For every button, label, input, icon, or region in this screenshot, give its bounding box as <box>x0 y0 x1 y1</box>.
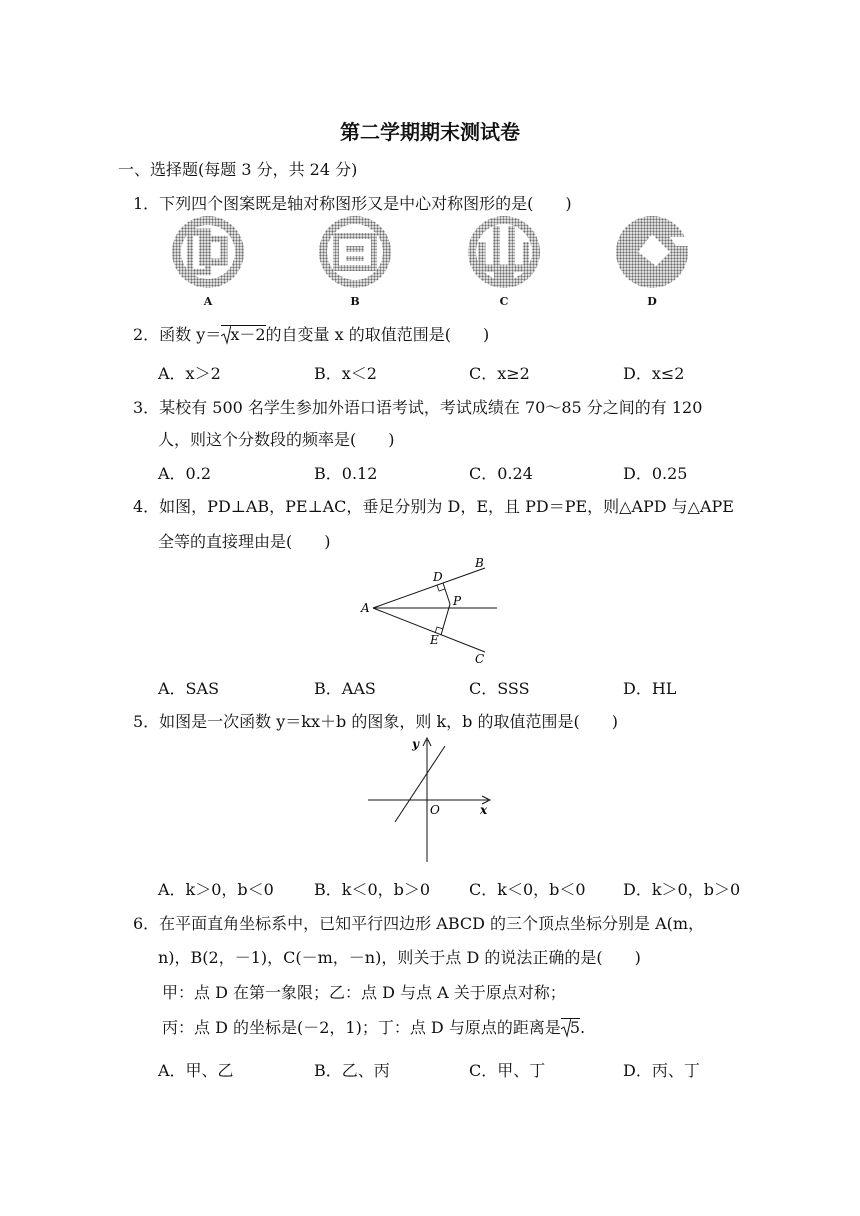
logo-b-icon <box>319 216 391 288</box>
logo-d-icon <box>616 216 690 288</box>
q4-option-a: A．SAS <box>158 679 220 698</box>
q3-option-a: A．0.2 <box>158 464 212 483</box>
question-4-line-1: 4．如图，PD⊥AB，PE⊥AC，垂足分别为 D，E，且 PD＝PE，则△APD 与△APE <box>133 497 734 516</box>
label-x: x <box>480 803 488 817</box>
radical-sign-icon <box>561 1018 571 1038</box>
label-p: P <box>453 594 462 608</box>
q2-option-b: B．x＜2 <box>314 364 377 383</box>
label-c: C <box>475 652 485 666</box>
q3-option-c: C．0.24 <box>469 464 533 483</box>
question-3-line-1: 3．某校有 500 名学生参加外语口语考试，考试成绩在 70～85 分之间的有 120 <box>133 398 703 417</box>
q4-option-b: B．AAS <box>314 679 376 698</box>
q4-geometry-figure <box>355 552 515 672</box>
q6-option-d: D．丙、丁 <box>623 1061 700 1080</box>
question-3-line-2: 人，则这个分数段的频率是( ) <box>158 430 395 449</box>
q4-option-d: D．HL <box>623 679 677 698</box>
q2-radical <box>221 325 265 343</box>
q1-figure <box>160 212 720 302</box>
question-2-stem <box>133 322 489 345</box>
q4-option-c: C．SSS <box>469 679 530 698</box>
q6-radical <box>561 1018 580 1036</box>
q5-option-d: D．k＞0，b＞0 <box>623 880 741 899</box>
q2-radicand: x－2 <box>230 325 266 344</box>
q6-option-a: A．甲、乙 <box>158 1061 234 1080</box>
q2-option-a: A．x＞2 <box>158 364 221 383</box>
q5-graph-figure <box>360 734 500 866</box>
q6-line4-pre: 丙：点 D 的坐标是(－2，1)；丁：点 D 与原点的距离是 <box>162 1018 561 1037</box>
logo-a-icon <box>172 216 244 288</box>
question-5-stem: 5．如图是一次函数 y＝kx＋b 的图象，则 k，b 的取值范围是( ) <box>133 712 618 731</box>
q2-option-d: D．x≤2 <box>623 364 685 383</box>
question-6-line-3: 甲：点 D 在第一象限；乙：点 D 与点 A 关于原点对称； <box>162 983 566 1002</box>
label-origin: O <box>430 803 440 817</box>
section-heading: 一、选择题(每题 3 分，共 24 分) <box>118 160 358 179</box>
label-e: E <box>430 633 439 647</box>
option-label-d: D <box>647 295 657 308</box>
q5-option-b: B．k＜0，b＞0 <box>314 880 431 899</box>
radical-sign-icon <box>221 325 231 345</box>
q5-option-c: C．k＜0，b＜0 <box>469 880 586 899</box>
option-label-b: B <box>350 295 360 308</box>
q5-option-a: A．k＞0，b＜0 <box>158 880 274 899</box>
q2-stem-pre: 2．函数 y＝ <box>133 325 222 344</box>
q3-option-b: B．0.12 <box>314 464 378 483</box>
question-6-line-1: 6．在平面直角坐标系中，已知平行四边形 ABCD 的三个顶点坐标分别是 A(m， <box>133 914 705 933</box>
q6-line4-post: . <box>580 1018 586 1037</box>
label-b: B <box>475 556 484 570</box>
q2-option-c: C．x≥2 <box>469 364 530 383</box>
question-4-line-2: 全等的直接理由是( ) <box>158 532 331 551</box>
question-6-line-4 <box>162 1015 585 1038</box>
q2-stem-post: 的自变量 x 的取值范围是( ) <box>265 325 490 344</box>
logo-c-icon <box>468 216 540 288</box>
label-d: D <box>433 570 443 584</box>
label-a: A <box>361 601 370 615</box>
option-label-c: C <box>499 295 509 308</box>
q6-radicand: 5 <box>569 1018 581 1037</box>
question-6-line-2: n)，B(2，－1)，C(－m，－n)，则关于点 D 的说法正确的是( ) <box>158 948 641 967</box>
label-y: y <box>412 737 419 751</box>
q3-option-d: D．0.25 <box>623 464 688 483</box>
page-title: 第二学期期末测试卷 <box>340 120 520 144</box>
q6-option-c: C．甲、丁 <box>469 1061 546 1080</box>
option-label-a: A <box>203 295 213 308</box>
q6-option-b: B．乙、丙 <box>314 1061 390 1080</box>
question-1-stem: 1．下列四个图案既是轴对称图形又是中心对称图形的是( ) <box>133 194 572 213</box>
